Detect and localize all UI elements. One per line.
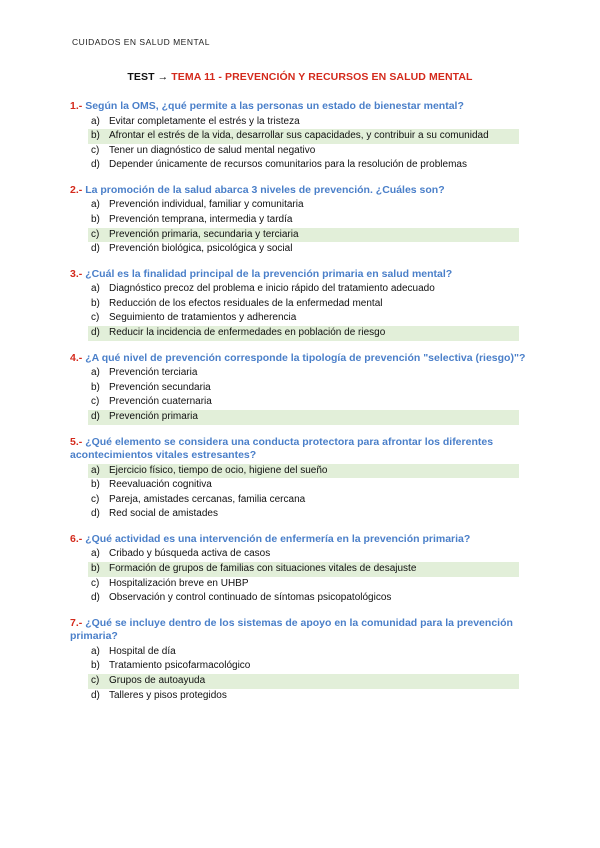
answer-option-correct — [88, 228, 519, 243]
answer-option — [70, 144, 540, 159]
option-letter: c) — [91, 577, 100, 589]
answer-option — [70, 115, 540, 130]
option-letter: d) — [91, 327, 100, 339]
option-letter: c) — [91, 674, 100, 686]
option-text: Reevaluación cognitiva — [109, 479, 212, 491]
option-text: Seguimiento de tratamientos y adherencia — [109, 312, 297, 324]
option-text: Reducir la incidencia de enfermedades en población de riesgo — [109, 327, 386, 339]
answer-option — [70, 547, 540, 562]
option-text: Cribado y búsqueda activa de casos — [109, 548, 271, 560]
option-letter: a) — [91, 115, 100, 127]
option-letter: b) — [91, 562, 100, 574]
answer-options — [70, 547, 540, 605]
answer-options — [70, 115, 540, 173]
option-text: Hospitalización breve en UHBP — [109, 577, 249, 589]
option-text: Prevención terciaria — [109, 367, 198, 379]
option-letter: a) — [91, 367, 100, 379]
answer-option-correct — [88, 326, 519, 341]
answer-option — [70, 395, 540, 410]
option-text: Pareja, amistades cercanas, familia cercana — [109, 493, 306, 505]
answer-option — [70, 645, 540, 660]
question-text — [70, 100, 540, 114]
option-letter: b) — [91, 297, 100, 309]
option-text: Tener un diagnóstico de salud mental negativo — [109, 144, 316, 156]
option-text: Observación y control continuado de síntomas psicopatológicos — [109, 592, 392, 604]
answer-option — [70, 282, 540, 297]
question-statement: Según la OMS, ¿qué permite a las personas un estado de bienestar mental? — [85, 100, 464, 112]
title-topic: TEMA 11 - PREVENCIÓN Y RECURSOS EN SALUD MENTAL — [171, 71, 473, 83]
question-statement: ¿Cuál es la finalidad principal de la prevención primaria en salud mental? — [85, 267, 453, 280]
answer-option-correct — [88, 674, 519, 689]
option-text: Prevención cuaternaria — [109, 396, 212, 408]
option-letter: b) — [91, 479, 100, 491]
question-number: 6.- — [70, 532, 83, 545]
option-letter: b) — [91, 381, 100, 393]
option-letter: d) — [91, 508, 100, 520]
option-text: Diagnóstico precoz del problema e inicio rápido del tratamiento adecuado — [109, 283, 435, 295]
answer-option-correct — [88, 129, 519, 144]
answer-option — [70, 198, 540, 213]
answer-options — [70, 282, 540, 340]
question-statement: ¿A qué nivel de prevención corresponde la tipología de prevención "selectiva (riesgo)"? — [85, 351, 526, 364]
answer-option — [70, 493, 540, 508]
option-letter: b) — [91, 660, 100, 672]
option-text: Talleres y pisos protegidos — [109, 689, 227, 701]
question-text — [70, 184, 540, 198]
answer-option-correct — [88, 410, 519, 425]
answer-option — [70, 297, 540, 312]
answer-option — [70, 659, 540, 674]
option-text: Grupos de autoayuda — [109, 674, 206, 686]
option-letter: d) — [91, 243, 100, 255]
option-text: Formación de grupos de familias con situaciones vitales de desajuste — [109, 562, 417, 574]
option-letter: d) — [91, 159, 100, 171]
answer-option — [70, 591, 540, 606]
option-letter: b) — [91, 213, 100, 225]
question-statement: La promoción de la salud abarca 3 niveles de prevención. ¿Cuáles son? — [85, 183, 445, 196]
answer-option — [70, 213, 540, 228]
question-number: 7.- — [70, 616, 83, 629]
option-letter: d) — [91, 689, 100, 701]
option-text: Depender únicamente de recursos comunitarios para la resolución de problemas — [109, 159, 467, 171]
option-letter: c) — [91, 396, 100, 408]
option-text: Prevención individual, familiar y comunitaria — [109, 199, 304, 211]
question-list — [70, 100, 540, 714]
answer-option — [70, 689, 540, 704]
answer-options — [70, 464, 540, 522]
answer-options — [70, 645, 540, 703]
question-block — [70, 533, 540, 606]
answer-option-correct — [88, 562, 519, 577]
answer-option — [70, 478, 540, 493]
option-text: Prevención biológica, psicológica y social — [109, 243, 293, 255]
page-header: CUIDADOS EN SALUD MENTAL — [72, 37, 210, 47]
page-title — [0, 71, 600, 83]
answer-option — [70, 242, 540, 257]
option-text: Prevención temprana, intermedia y tardía — [109, 213, 293, 225]
option-text: Reducción de los efectos residuales de la enfermedad mental — [109, 297, 383, 309]
option-letter: b) — [91, 130, 100, 142]
option-letter: a) — [91, 548, 100, 560]
option-letter: d) — [91, 410, 100, 422]
option-letter: c) — [91, 228, 100, 240]
answer-option — [70, 158, 540, 173]
answer-option — [70, 381, 540, 396]
question-statement: ¿Qué se incluye dentro de los sistemas de apoyo en la comunidad para la prevención primaria? — [70, 616, 513, 643]
answer-option — [70, 507, 540, 522]
option-text: Afrontar el estrés de la vida, desarrollar sus capacidades, y contribuir a su comunidad — [109, 130, 489, 142]
question-number: 1.- — [70, 100, 83, 112]
question-block — [70, 268, 540, 341]
option-letter: a) — [91, 283, 100, 295]
question-number: 4.- — [70, 351, 83, 364]
option-letter: a) — [91, 199, 100, 211]
question-text — [70, 617, 540, 644]
question-text — [70, 268, 540, 282]
answer-options — [70, 366, 540, 424]
option-text: Prevención primaria, secundaria y terciaria — [109, 228, 299, 240]
option-letter: c) — [91, 312, 100, 324]
option-text: Prevención secundaria — [109, 381, 211, 393]
question-statement: ¿Qué elemento se considera una conducta protectora para afrontar los diferentes acontecimientos vitales estresantes? — [70, 435, 494, 461]
option-letter: a) — [91, 464, 100, 476]
question-block — [70, 436, 540, 522]
option-letter: d) — [91, 592, 100, 604]
question-number: 5.- — [70, 435, 83, 448]
question-text — [70, 533, 540, 547]
option-letter: c) — [91, 493, 100, 505]
option-letter: a) — [91, 645, 100, 657]
question-block — [70, 617, 540, 703]
option-text: Evitar completamente el estrés y la tristeza — [109, 115, 300, 127]
option-text: Ejercicio físico, tiempo de ocio, higiene del sueño — [109, 464, 328, 476]
option-text: Hospital de día — [109, 645, 176, 657]
option-text: Tratamiento psicofarmacológico — [109, 660, 251, 672]
answer-option — [70, 311, 540, 326]
answer-options — [70, 198, 540, 256]
question-text — [70, 352, 540, 366]
answer-option — [70, 577, 540, 592]
question-text — [70, 436, 540, 463]
answer-option — [70, 366, 540, 381]
question-number: 3.- — [70, 267, 83, 280]
title-prefix: TEST → — [127, 71, 172, 83]
question-statement: ¿Qué actividad es una intervención de enfermería en la prevención primaria? — [85, 532, 471, 545]
answer-option-correct — [88, 464, 519, 479]
option-letter: c) — [91, 144, 100, 156]
question-number: 2.- — [70, 183, 83, 196]
question-block — [70, 100, 540, 173]
option-text: Prevención primaria — [109, 410, 198, 422]
question-block — [70, 352, 540, 425]
option-text: Red social de amistades — [109, 508, 218, 520]
question-block — [70, 184, 540, 257]
